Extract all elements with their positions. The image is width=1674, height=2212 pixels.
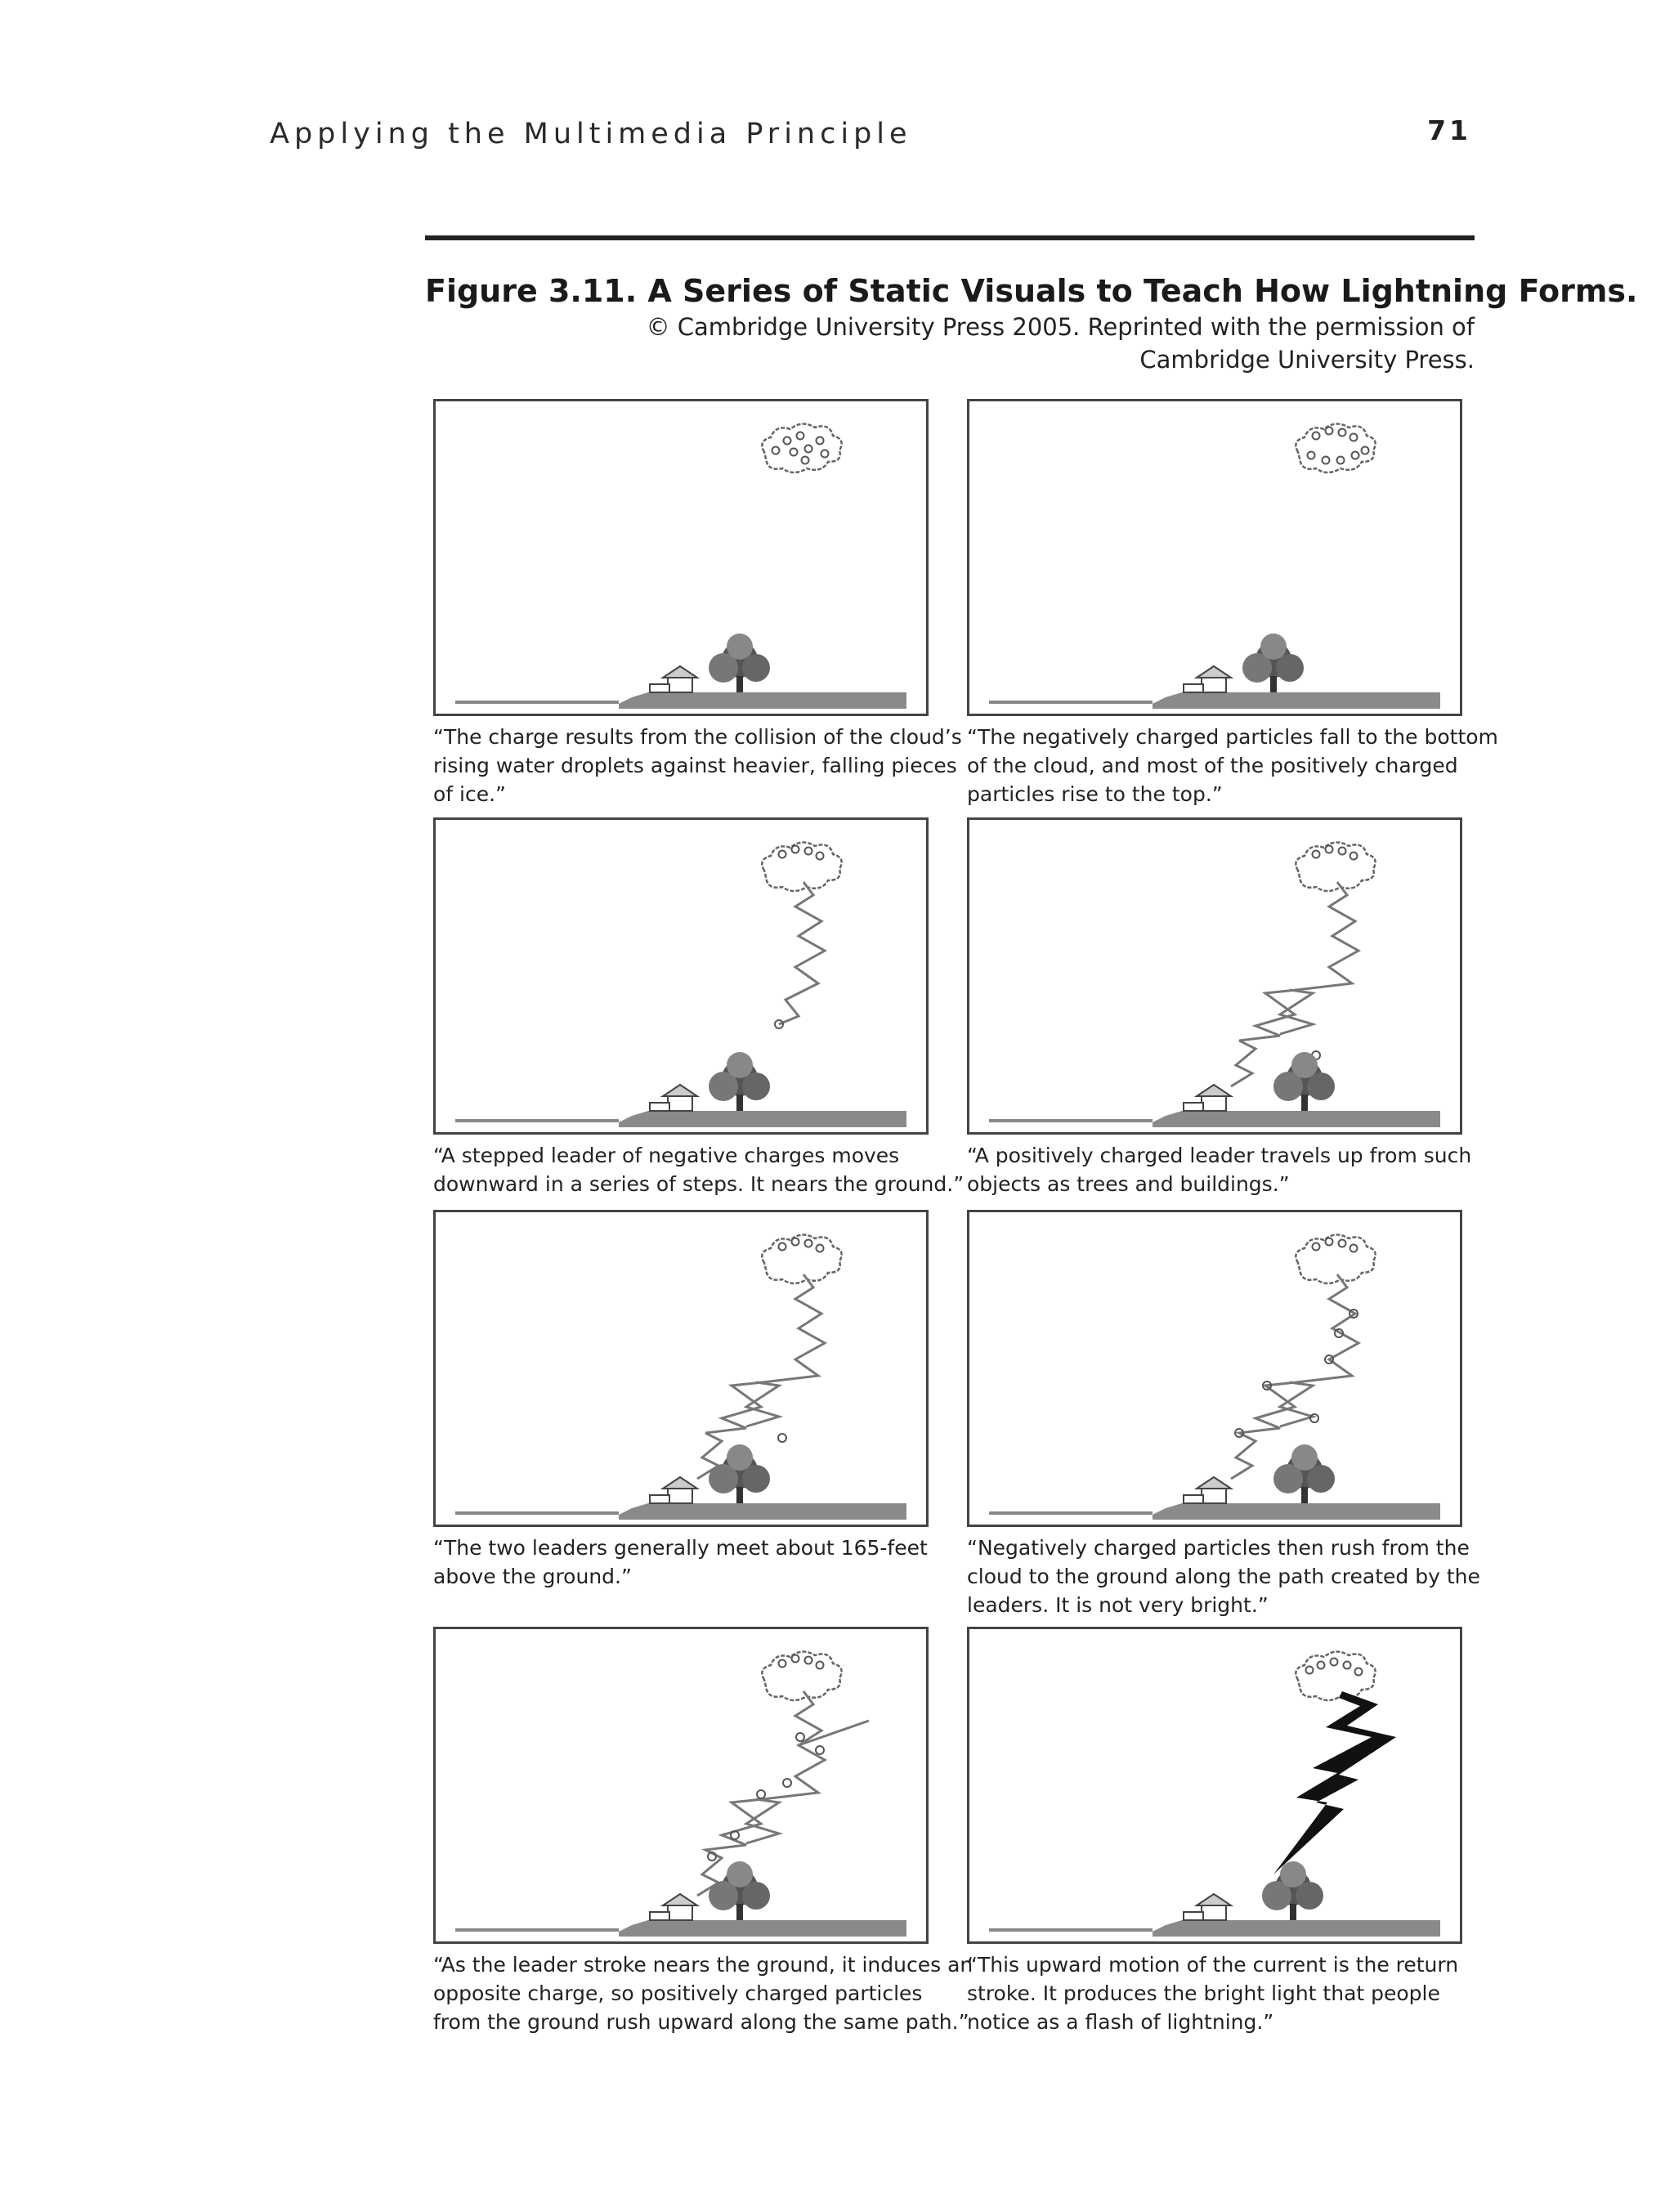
cloud-icon bbox=[762, 423, 841, 472]
ground-icon bbox=[455, 1503, 906, 1520]
tree-icon bbox=[1242, 634, 1304, 692]
figure-title: Figure 3.11. A Series of Static Visuals to Teach How Lightning Forms. bbox=[425, 273, 1638, 309]
lightning-panel-7 bbox=[433, 1627, 929, 1944]
tree-icon bbox=[709, 1444, 770, 1503]
panel-illustration bbox=[436, 1629, 926, 1941]
panel-illustration bbox=[969, 820, 1460, 1132]
house-icon bbox=[650, 1894, 697, 1920]
caption-line: cloud to the ground along the path created by the bbox=[967, 1565, 1480, 1588]
lightning-path-icon bbox=[1231, 1274, 1358, 1479]
panel-caption bbox=[967, 1950, 1490, 2036]
stepped-leader-icon bbox=[775, 882, 825, 1028]
caption-line: “A stepped leader of negative charges moves bbox=[433, 1144, 900, 1167]
panel-caption bbox=[967, 1534, 1490, 1619]
house-icon bbox=[650, 1085, 697, 1111]
caption-line: notice as a flash of lightning.” bbox=[967, 2010, 1274, 2034]
panel-caption bbox=[433, 1950, 974, 2036]
cloud-icon bbox=[762, 842, 841, 891]
panel-illustration bbox=[436, 820, 926, 1132]
ground-icon bbox=[455, 692, 906, 709]
caption-line: stroke. It produces the bright light that people bbox=[967, 1981, 1440, 2005]
house-icon bbox=[1184, 1477, 1231, 1503]
lightning-panel-4 bbox=[967, 817, 1462, 1135]
ground-icon bbox=[989, 1111, 1440, 1127]
stepped-leader-icon bbox=[697, 1274, 825, 1479]
caption-line: of ice.” bbox=[433, 782, 507, 806]
return-stroke-icon bbox=[1273, 1691, 1396, 1874]
panel-caption bbox=[433, 723, 962, 808]
caption-line: “As the leader stroke nears the ground, it induces an bbox=[433, 1953, 974, 1977]
cloud-icon bbox=[762, 1234, 841, 1283]
tree-icon bbox=[1273, 1052, 1335, 1111]
caption-line: objects as trees and buildings.” bbox=[967, 1172, 1290, 1196]
caption-line: “The charge results from the collision of the cloud’s bbox=[433, 725, 962, 749]
panel-illustration bbox=[436, 401, 926, 714]
caption-line: above the ground.” bbox=[433, 1565, 632, 1588]
lightning-panel-5 bbox=[433, 1210, 929, 1527]
caption-line: “Negatively charged particles then rush from the bbox=[967, 1536, 1470, 1560]
figure-rule bbox=[425, 235, 1475, 240]
house-icon bbox=[1184, 1085, 1231, 1111]
cloud-icon bbox=[1296, 842, 1375, 891]
running-head: Applying the Multimedia Principle bbox=[270, 118, 912, 150]
panel-illustration bbox=[969, 1212, 1460, 1525]
panel-caption bbox=[433, 1534, 956, 1591]
lightning-panel-8 bbox=[967, 1627, 1462, 1944]
house-icon bbox=[650, 666, 697, 692]
lightning-panel-3 bbox=[433, 817, 929, 1135]
caption-line: particles rise to the top.” bbox=[967, 782, 1223, 806]
caption-line: downward in a series of steps. It nears the ground.” bbox=[433, 1172, 965, 1196]
caption-line: rising water droplets against heavier, falling pieces bbox=[433, 754, 957, 777]
ground-icon bbox=[989, 692, 1440, 709]
ground-icon bbox=[989, 1503, 1440, 1520]
lightning-panel-6 bbox=[967, 1210, 1462, 1527]
caption-line: “A positively charged leader travels up from such bbox=[967, 1144, 1472, 1167]
cloud-icon bbox=[1296, 1234, 1375, 1283]
panel-illustration bbox=[969, 401, 1460, 714]
cloud-icon bbox=[1296, 423, 1375, 472]
lightning-panel-2 bbox=[967, 399, 1462, 716]
ground-icon bbox=[455, 1111, 906, 1127]
lightning-panel-1 bbox=[433, 399, 929, 716]
panel-caption bbox=[433, 1141, 965, 1198]
caption-line: “The two leaders generally meet about 165-feet bbox=[433, 1536, 928, 1560]
credit-line: Cambridge University Press. bbox=[1139, 346, 1475, 374]
lightning-path-icon bbox=[697, 1691, 869, 1896]
caption-line: of the cloud, and most of the positively charged bbox=[967, 754, 1458, 777]
ground-icon bbox=[455, 1920, 906, 1937]
tree-icon bbox=[709, 1861, 770, 1920]
tree-icon bbox=[1262, 1861, 1323, 1920]
panel-caption bbox=[967, 1141, 1490, 1198]
ground-icon bbox=[989, 1920, 1440, 1937]
figure-credit bbox=[647, 311, 1475, 376]
tree-icon bbox=[1273, 1444, 1335, 1503]
tree-icon bbox=[709, 634, 770, 692]
house-icon bbox=[1184, 1894, 1231, 1920]
house-icon bbox=[1184, 666, 1231, 692]
cloud-icon bbox=[1296, 1651, 1375, 1700]
panel-illustration bbox=[436, 1212, 926, 1525]
credit-line: © Cambridge University Press 2005. Reprinted with the permission of bbox=[646, 313, 1475, 341]
panel-caption bbox=[967, 723, 1498, 808]
caption-line: from the ground rush upward along the same path.” bbox=[433, 2010, 969, 2034]
panel-illustration bbox=[969, 1629, 1460, 1941]
stepped-leader-icon bbox=[1239, 882, 1358, 1041]
caption-line: opposite charge, so positively charged particles bbox=[433, 1981, 923, 2005]
caption-line: “The negatively charged particles fall to the bottom bbox=[967, 725, 1498, 749]
page-number: 71 bbox=[1427, 114, 1471, 146]
cloud-icon bbox=[762, 1651, 841, 1700]
tree-icon bbox=[709, 1052, 770, 1111]
caption-line: leaders. It is not very bright.” bbox=[967, 1593, 1269, 1617]
caption-line: “This upward motion of the current is the return bbox=[967, 1953, 1459, 1977]
house-icon bbox=[650, 1477, 697, 1503]
